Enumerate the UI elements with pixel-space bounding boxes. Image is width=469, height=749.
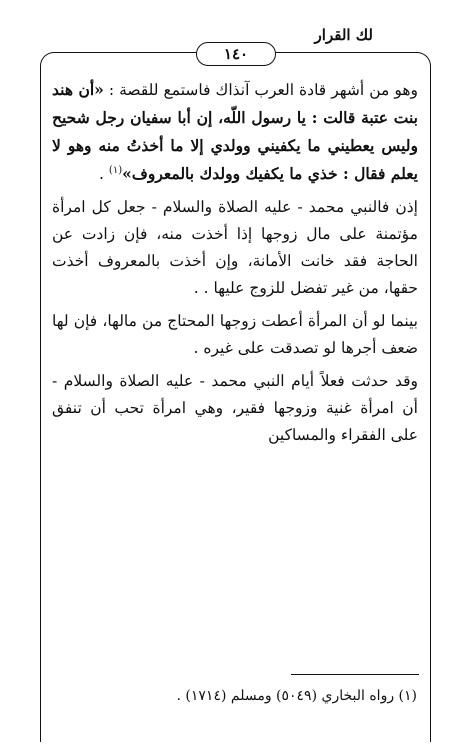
running-title: لك القرار xyxy=(314,26,373,44)
hadith-quote: «أن هند بنت عتبة قالت : يا رسول اللّه، إن أبا سفيان رجل شحيح وليس يعطيني ما يكفيني وولدي إلا ما أخذتُ منه وهو لا يعلم فقال : خذي ما يكفيك وولدك بالمعروف» xyxy=(52,80,418,183)
paragraph-4: وقد حدثت فعلاً أيام النبي محمد - عليه الصلاة والسلام - أن امرأة غنية وزوجها فقير، وهي امرأة تحب أن تنفق على الفقراء والمساكين xyxy=(52,372,418,444)
footnote: (١) رواه البخاري (٥٠٤٩) ومسلم (١٧١٤) . xyxy=(176,688,417,704)
paragraph-3: بينما لو أن المرأة أعطت زوجها المحتاج من مالها، فإن لها ضعف أجرها لو تصدقت على غيره . xyxy=(52,312,418,357)
footnote-reference: (١) xyxy=(108,164,123,176)
paragraph-1-intro: وهو من أشهر قادة العرب آنذاك فاستمع للقصة : xyxy=(108,81,418,99)
footnote-separator xyxy=(291,674,419,675)
page-number: ١٤٠ xyxy=(196,42,276,66)
paragraph-1-end: . xyxy=(99,165,109,183)
paragraph-1 xyxy=(52,76,418,188)
page-body xyxy=(52,76,418,449)
paragraph-2: إذن فالنبي محمد - عليه الصلاة والسلام - جعل كل امرأة مؤتمنة على مال زوجها إذا أخذت منه، فإن زادت عن الحاجة فقد خانت الأمانة، وإن أخذت بالمعروف أخذت حقها، من غير تفضل للزوج عليها . . xyxy=(52,198,418,297)
